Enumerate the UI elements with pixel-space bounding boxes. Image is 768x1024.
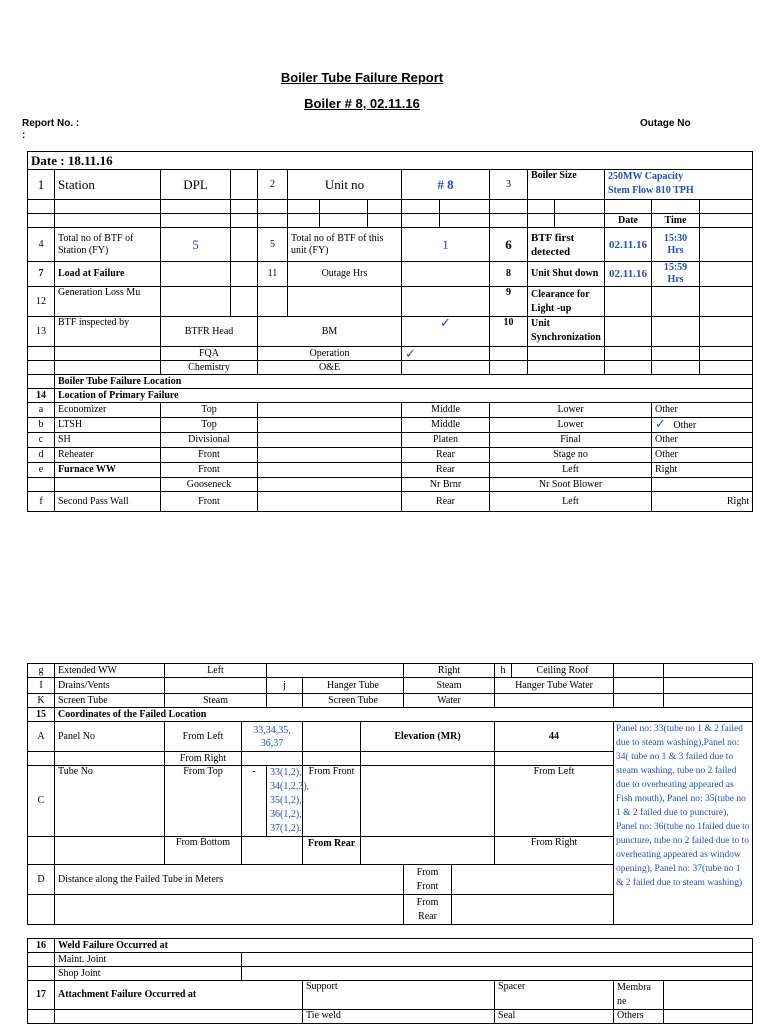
oe-label: O&E xyxy=(258,361,402,375)
elevation-value: 44 xyxy=(495,722,614,752)
position-option: Platen xyxy=(402,433,490,448)
water-option: Water xyxy=(404,694,495,708)
from-top-label: From Top xyxy=(165,766,242,837)
row-letter: I xyxy=(28,678,55,694)
component-name: LTSH xyxy=(55,418,161,433)
steam-option: Steam xyxy=(404,678,495,694)
tube-no-label: Tube No xyxy=(55,766,165,837)
station-label: Station xyxy=(55,170,161,200)
seal-option: Seal xyxy=(495,1010,614,1024)
position-option: Left xyxy=(490,463,652,478)
row-letter: b xyxy=(28,418,55,433)
dash-separator: - xyxy=(242,766,267,837)
position-option: Right xyxy=(652,492,753,512)
from-left-label: From Left xyxy=(165,722,242,752)
position-option: Rear xyxy=(402,463,490,478)
row-letter: K xyxy=(28,694,55,708)
others-option: Others xyxy=(614,1010,664,1024)
page-subtitle: Boiler # 8, 02.11.16 xyxy=(304,96,420,111)
row-letter: h xyxy=(495,664,512,678)
load-at-failure-label: Load at Failure xyxy=(55,262,161,287)
weld-failure-header: Weld Failure Occurred at xyxy=(55,939,753,953)
boiler-size-label: Boiler Size xyxy=(528,170,605,200)
maint-joint-label: Maint. Joint xyxy=(55,953,242,967)
from-right-label: From Right xyxy=(495,837,614,865)
coordinates-header: Coordinates of the Failed Location xyxy=(55,708,753,722)
row-number: 4 xyxy=(28,228,55,262)
panel-no-label: Panel No xyxy=(55,722,165,752)
from-front-label: From Front xyxy=(404,865,452,895)
failure-notes: Panel no: 33(tube no 1 & 2 failed due to steam washing),Panel no: 34( tube no 1 & 3 failed due to steam washing, tube no 2 failed due to overheating appeared as Fish mouth), Panel no: 35(tube no 1 & 2 failed due to puncture), Panel no: 36(tube no 1failed due to puncture, tube no 2 failed due to to overheating appeared as window opening), Panel no: 37(tube no 1 & 2 failed due to steam washing) xyxy=(614,722,753,925)
position-option: Rear xyxy=(402,448,490,463)
row-number: 15 xyxy=(28,708,55,722)
report-no-colon: : xyxy=(22,130,26,141)
position-option: Other xyxy=(652,403,753,418)
top-table xyxy=(27,151,753,512)
row-letter: C xyxy=(28,766,55,837)
total-btf-station-label: Total no of BTF of Station (FY) xyxy=(55,228,161,262)
component-name: Reheater xyxy=(55,448,161,463)
position-option: Other xyxy=(652,448,753,463)
position-option: Rear xyxy=(402,492,490,512)
position-option-with-check xyxy=(652,418,753,433)
row-letter: D xyxy=(28,865,55,895)
boiler-steam-flow: Stem Flow 810 TPH xyxy=(608,185,694,196)
row-number: 11 xyxy=(258,262,288,287)
position-option: Other xyxy=(652,433,753,448)
blank-cell xyxy=(231,170,258,200)
btf-first-detected-label: BTF first detected xyxy=(528,228,605,262)
position-option: Left xyxy=(490,492,652,512)
row-letter: f xyxy=(28,492,55,512)
boiler-capacity: 250MW Capacity xyxy=(608,171,684,182)
row-number: 3 xyxy=(490,170,528,200)
unit-sync-label: Unit Synchronization xyxy=(528,317,605,347)
row-letter: c xyxy=(28,433,55,448)
total-btf-station-value: 5 xyxy=(161,228,231,262)
near-burner-option: Nr Brnr xyxy=(402,478,490,492)
row-letter: j xyxy=(267,678,303,694)
row-letter: a xyxy=(28,403,55,418)
from-right-label: From Right xyxy=(165,752,242,766)
component-name: Drains/Vents xyxy=(55,678,165,694)
position-option: Divisional xyxy=(161,433,258,448)
component-name: Extended WW xyxy=(55,664,165,678)
shut-down-date: 02.11.16 xyxy=(605,262,652,287)
row-number: 6 xyxy=(490,228,528,262)
membrane-option: Membra ne xyxy=(614,981,664,1010)
report-date: Date : 18.11.16 xyxy=(28,152,753,170)
bm-check-icon: ✓ xyxy=(402,317,490,347)
component-name: Economizer xyxy=(55,403,161,418)
from-left-label: From Left xyxy=(495,766,614,837)
component-name: Furnace WW xyxy=(55,463,161,478)
primary-failure-header: Location of Primary Failure xyxy=(55,389,753,403)
position-option: Middle xyxy=(402,418,490,433)
tie-weld-option: Tie weld xyxy=(303,1010,495,1024)
position-option: Lower xyxy=(490,403,652,418)
row-number: 7 xyxy=(28,262,55,287)
from-rear-label: From Rear xyxy=(303,837,361,865)
position-option: Left xyxy=(165,664,267,678)
hanger-tube-label: Hanger Tube xyxy=(303,678,404,694)
station-value: DPL xyxy=(161,170,231,200)
position-option: Top xyxy=(161,403,258,418)
position-option: Middle xyxy=(402,403,490,418)
row-number: 2 xyxy=(258,170,288,200)
component-name: Second Pass Wall xyxy=(55,492,161,512)
unit-shut-down-label: Unit Shut down xyxy=(528,262,605,287)
row-number: 8 xyxy=(490,262,528,287)
report-no-label: Report No. : xyxy=(22,118,80,129)
total-btf-unit-value: 1 xyxy=(402,228,490,262)
btf-inspected-by-label: BTF inspected by xyxy=(55,317,161,347)
row-number: 1 xyxy=(28,170,55,200)
unit-no-value: # 8 xyxy=(402,170,490,200)
from-front-label: From Front xyxy=(303,766,361,837)
gooseneck-option: Gooseneck xyxy=(161,478,258,492)
support-option: Support xyxy=(303,981,495,1010)
position-option: Stage no xyxy=(490,448,652,463)
row-number: 10 xyxy=(490,317,528,347)
row-letter: d xyxy=(28,448,55,463)
bottom-table xyxy=(27,663,753,1024)
bm-label: BM xyxy=(258,317,402,347)
attachment-failure-header: Attachment Failure Occurred at xyxy=(55,981,303,1010)
spacer-option: Spacer xyxy=(495,981,614,1010)
btfr-head-label: BTFR Head xyxy=(161,317,258,347)
boiler-size-value xyxy=(605,170,753,200)
row-number: 14 xyxy=(28,389,55,403)
lower-check-icon: ✓ xyxy=(655,416,666,431)
row-letter: e xyxy=(28,463,55,478)
position-option: Right xyxy=(404,664,495,678)
elevation-label: Elevation (MR) xyxy=(361,722,495,752)
row-number: 16 xyxy=(28,939,55,953)
panel-numbers: 33,34,35, 36,37 xyxy=(242,722,303,752)
row-letter: A xyxy=(28,722,55,752)
btf-detected-date: 02.11.16 xyxy=(605,228,652,262)
row-number: 5 xyxy=(258,228,288,262)
from-rear-label: From Rear xyxy=(404,895,452,925)
position-option: Front xyxy=(161,448,258,463)
position-option: Front xyxy=(161,492,258,512)
component-name: Screen Tube xyxy=(55,694,165,708)
component-name: SH xyxy=(55,433,161,448)
clearance-light-up-label: Clearance for Light -up xyxy=(528,287,605,317)
row-letter: g xyxy=(28,664,55,678)
page-title: Boiler Tube Failure Report xyxy=(280,70,444,85)
position-option: Final xyxy=(490,433,652,448)
time-header: Time xyxy=(652,214,700,228)
date-header: Date xyxy=(605,214,652,228)
steam-option: Steam xyxy=(165,694,267,708)
outage-no-label: Outage No xyxy=(640,118,691,129)
screen-tube-label: Screen Tube xyxy=(303,694,404,708)
row-number: 9 xyxy=(490,287,528,317)
total-btf-unit-label: Total no of BTF of this unit (FY) xyxy=(288,228,402,262)
near-soot-blower-option: Nr Soot Blower xyxy=(490,478,652,492)
row-number: 17 xyxy=(28,981,55,1010)
position-option: Front xyxy=(161,463,258,478)
position-option: Other xyxy=(673,420,697,431)
fqa-label: FQA xyxy=(161,347,258,361)
outage-hrs-label: Outage Hrs xyxy=(288,262,402,287)
tube-numbers: 33(1,2), 34(1,2,3), 35(1,2), 36(1,2), 37(1,2). xyxy=(267,766,303,837)
distance-label: Distance along the Failed Tube in Meters xyxy=(55,865,404,895)
generation-loss-label: Generation Loss Mu xyxy=(55,287,161,317)
unit-no-label: Unit no xyxy=(288,170,402,200)
operation-check-icon: ✓ xyxy=(402,347,490,361)
row-number: 13 xyxy=(28,317,55,347)
position-option: Lower xyxy=(490,418,652,433)
position-option: Right xyxy=(652,463,753,478)
location-header: Boiler Tube Failure Location xyxy=(55,375,753,389)
row-number: 12 xyxy=(28,287,55,317)
ceiling-roof-option: Ceiling Roof xyxy=(512,664,614,678)
operation-label: Operation xyxy=(258,347,402,361)
chemistry-label: Chemistry xyxy=(161,361,258,375)
hanger-tube-water-option: Hanger Tube Water xyxy=(495,678,614,694)
shop-joint-label: Shop Joint xyxy=(55,967,242,981)
from-bottom-label: From Bottom xyxy=(165,837,242,865)
position-option: Top xyxy=(161,418,258,433)
shut-down-time: 15:59 Hrs xyxy=(652,262,700,287)
btf-detected-time: 15:30 Hrs xyxy=(652,228,700,262)
